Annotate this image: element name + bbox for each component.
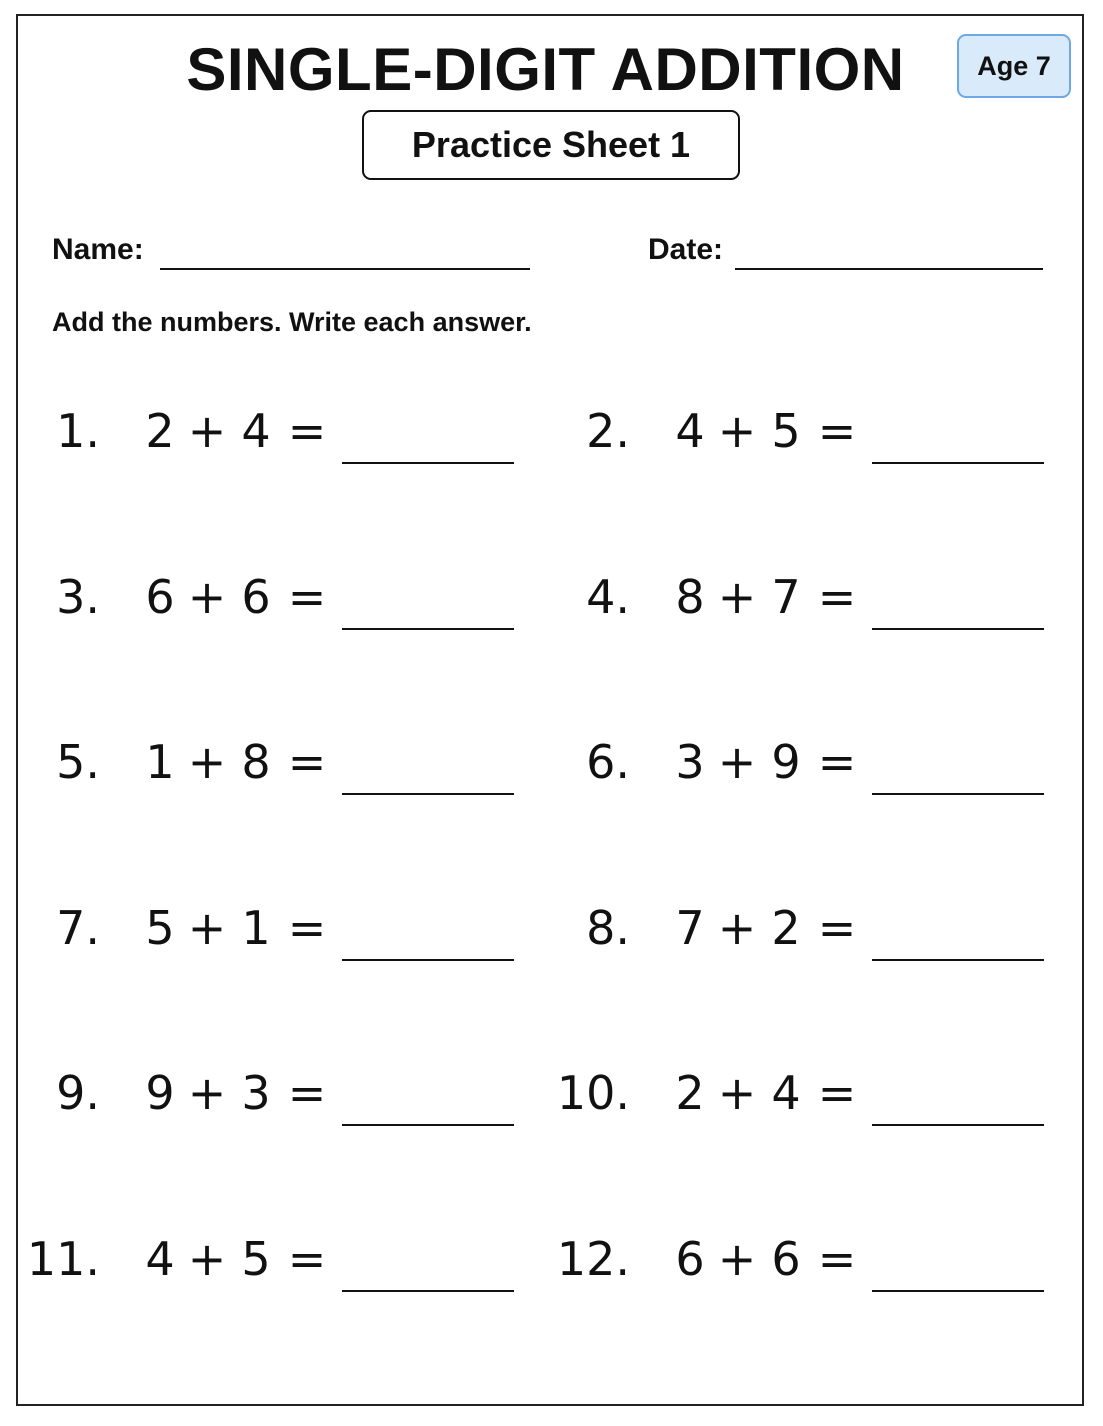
first-addend: 4 [675,404,705,458]
worksheet-title: SINGLE-DIGIT ADDITION [186,36,905,103]
equals-sign: = [287,404,327,458]
equals-sign: = [817,570,857,624]
first-addend: 1 [145,735,175,789]
plus-sign: + [717,1066,757,1120]
first-addend: 2 [675,1066,705,1120]
first-addend: 8 [675,570,705,624]
equals-sign: = [817,1232,857,1286]
practice-sheet-label: Practice Sheet 1 [362,110,740,180]
equals-sign: = [287,735,327,789]
date-label: Date: [648,233,724,266]
plus-sign: + [187,1066,227,1120]
plus-sign: + [717,735,757,789]
problem-number: 3. [56,570,100,624]
problem-item [0,1224,1103,1294]
problem-number: 7. [56,901,100,955]
problem-item [0,396,1103,466]
worksheet-border [16,14,1084,1406]
problem-item [0,1058,1103,1128]
second-addend: 5 [241,1232,271,1286]
plus-sign: + [187,901,227,955]
equals-sign: = [817,1066,857,1120]
problem-item [0,893,1103,963]
problem-number: 11. [26,1232,100,1286]
plus-sign: + [717,1232,757,1286]
answer-field[interactable] [872,628,1044,630]
answer-field[interactable] [872,1290,1044,1292]
second-addend: 3 [241,1066,271,1120]
instructions: Add the numbers. Write each answer. [52,307,532,337]
problem-number: 10. [556,1066,630,1120]
problem-number: 6. [586,735,630,789]
plus-sign: + [187,735,227,789]
second-addend: 6 [771,1232,801,1286]
second-addend: 6 [241,570,271,624]
first-addend: 6 [675,1232,705,1286]
name-label: Name: [52,233,144,266]
equals-sign: = [817,901,857,955]
plus-sign: + [187,404,227,458]
plus-sign: + [717,570,757,624]
plus-sign: + [717,404,757,458]
first-addend: 7 [675,901,705,955]
plus-sign: + [187,1232,227,1286]
problem-number: 12. [556,1232,630,1286]
problem-number: 2. [586,404,630,458]
problem-number: 1. [56,404,100,458]
name-field[interactable] [160,268,530,270]
plus-sign: + [187,570,227,624]
problem-number: 4. [586,570,630,624]
problem-item [0,562,1103,632]
second-addend: 8 [241,735,271,789]
answer-field[interactable] [872,959,1044,961]
problem-number: 8. [586,901,630,955]
second-addend: 9 [771,735,801,789]
second-addend: 4 [241,404,271,458]
problem-item [0,727,1103,797]
plus-sign: + [717,901,757,955]
problem-number: 5. [56,735,100,789]
first-addend: 4 [145,1232,175,1286]
first-addend: 2 [145,404,175,458]
equals-sign: = [287,1066,327,1120]
equals-sign: = [287,570,327,624]
answer-field[interactable] [872,793,1044,795]
answer-field[interactable] [872,1124,1044,1126]
second-addend: 2 [771,901,801,955]
equals-sign: = [287,1232,327,1286]
first-addend: 6 [145,570,175,624]
second-addend: 1 [241,901,271,955]
equals-sign: = [817,735,857,789]
date-field[interactable] [735,268,1043,270]
answer-field[interactable] [872,462,1044,464]
equals-sign: = [287,901,327,955]
first-addend: 5 [145,901,175,955]
age-badge: Age 7 [957,34,1071,98]
first-addend: 3 [675,735,705,789]
equals-sign: = [817,404,857,458]
problem-number: 9. [56,1066,100,1120]
second-addend: 7 [771,570,801,624]
second-addend: 4 [771,1066,801,1120]
second-addend: 5 [771,404,801,458]
first-addend: 9 [145,1066,175,1120]
